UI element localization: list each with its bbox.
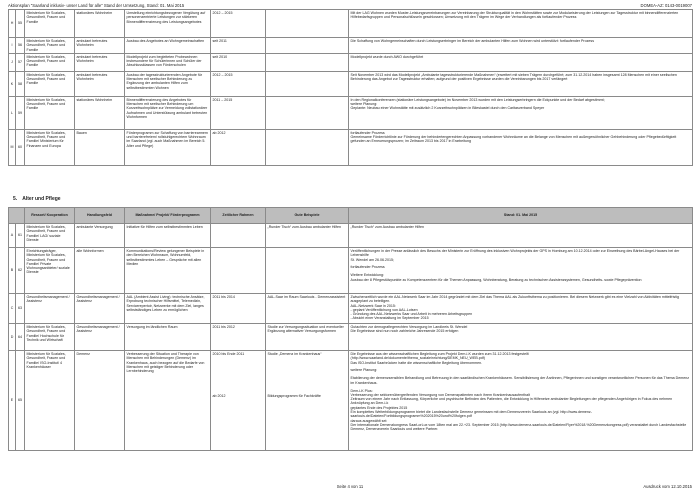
cell-measure: Kommunikations/Review gelungener Beispiele in den Bereichen Wohnraum, Wohnumfeld, selbstbestimmtes Leben – Gespräche mit allen Medien	[125, 248, 211, 294]
cell-status	[349, 324, 693, 351]
cell-status	[349, 351, 693, 451]
row-number: 61	[16, 224, 25, 248]
practice-text: Studie „Demenz im Krankenhaus“	[267, 352, 322, 356]
row-letter: K	[9, 71, 16, 96]
status-line: Die Ergebnisse aus der wissenschaftlichen Begleitung zum Projekt Dem-i-K wurden zum 31.12.2013 festgestellt	[350, 352, 529, 356]
action-table-aging-care	[8, 207, 693, 451]
row-letter: E	[9, 351, 16, 451]
practice-text: „Runder Tisch“ zum Ausbau ambulanter Hilfen	[267, 225, 342, 229]
status-line: Ein komplettes Weiterbildungsprogramm bietet die Landesfachstelle Demenz gemeinsam mit dem Demenzverein Saarlouis an (vgl. http://www.demenz-saarlouis.de/Dateien/Fortbildungsprogramm%202015%20und%20folgen.pdf	[350, 410, 592, 419]
cell-measure: AAL (Ambient Assist Living): technische Ansätze, Erprobung technischer Hilfsmittel, Telemedizin, Servicerepertoir, Netzwerke mit dem Ziel, langes selbstständiges Leben zu ermöglichen	[125, 294, 211, 324]
row-number: 59	[16, 96, 25, 129]
status-line: Anknüpfung an Dem-i-k	[350, 401, 389, 406]
cell-practice	[266, 324, 349, 351]
cell-time	[211, 96, 266, 129]
section-title-text: Alter und Pflege	[22, 196, 61, 202]
status-line: Das ISO-Institut Saarbrücken hatte die wissenschaftliche Begleitung übernommen.	[350, 360, 483, 365]
cell-status	[349, 38, 693, 54]
header-status: Stand: 01. Mai 2015	[349, 208, 693, 224]
cell-status	[349, 248, 693, 294]
row-letter: J	[9, 53, 16, 71]
status-line: (http://www.saarland.de/dokumente/thema_sozialeinrichtung/DEMK_NEU_WEB.pdf)	[350, 356, 485, 361]
status-line: Geplante: Neubau einer Wohnstätte mit zusätzlich 2 Kurzzeitwohnplätzen in Blieskastel durch den Caritasverband Speyer	[350, 106, 545, 111]
cell-ressort: Ministerium für Soziales, Gesundheit, Frauen und Familie	[25, 10, 75, 38]
cell-field: stationäres Wohnheim	[75, 96, 125, 129]
header-time: Zeitlicher Rahmen	[211, 208, 266, 224]
cell-measure: Umstellung einrichtungsbezogener Vergütung auf personenzentrierte Leistungen zur stärkeren Binnendifferenzierung des Leistungsangebotes	[125, 10, 211, 38]
cell-ressort: Ministerium für Soziales, Gesundheit, Frauen und Familie	[25, 53, 75, 71]
table-row	[9, 10, 693, 38]
status-line: - Gründung des AAL-Netzwerks Saar und Arbeit in mehreren Arbeitsgruppen	[350, 312, 473, 317]
cell-practice	[266, 38, 349, 54]
cell-field: Gesundheitsmanagement / Assistenz	[75, 294, 125, 324]
cell-field: Gesundheitsmanagement / Assistenz	[75, 324, 125, 351]
status-line: In den Regionalkonferenzen (stationäre Leistungsangebote) im November 2013 wurden mit den Leistungserbringern die Eckpunkte und der Bedarf abgestimmt;	[350, 97, 605, 102]
row-number: 62	[16, 248, 25, 294]
time-text: seit 2010	[212, 54, 228, 59]
cell-time	[211, 10, 266, 38]
cell-time	[211, 38, 266, 54]
row-number: 58	[16, 71, 25, 96]
cell-practice	[266, 71, 349, 96]
table-row	[9, 224, 693, 248]
status-line: Gutachten zur demografiegerechten Versorgung im Landkreis St. Wendel	[350, 325, 468, 329]
cell-ressort: Ministerium für Soziales, Gesundheit, Frauen und Familie/ LAG/ soziale Dienste	[25, 224, 75, 248]
header-practice: Gute Beispiele	[266, 208, 349, 224]
cell-time	[211, 71, 266, 96]
cell-measure: Versorgung im ländlichen Raum	[125, 324, 211, 351]
table-row	[9, 324, 693, 351]
cell-field: ambulant betreutes Wohnheim	[75, 71, 125, 96]
cell-time	[211, 248, 266, 294]
header-field: Handlungsfeld	[75, 208, 125, 224]
cell-time	[211, 324, 266, 351]
status-line: - Absicht einer Veranstaltung im September 2015	[350, 316, 429, 321]
cell-status	[349, 71, 693, 96]
cell-measure: Förderprogramm zur Schaffung von barrierearmem und barrierefreiem/ rollstuhlgerechtem Wohnraum im Saarland (vgl. auch Maßnahmen im Bereich 5. Alter und Pflege)	[125, 129, 211, 165]
cell-status	[349, 96, 693, 129]
cell-status	[349, 10, 693, 38]
time-text-2: ab 2012	[212, 394, 226, 399]
cell-status	[349, 129, 693, 165]
print-date: Ausdruck vom 12.10.2015	[643, 484, 692, 489]
cell-time	[211, 129, 266, 165]
cell-practice	[266, 248, 349, 294]
status-line: Zeitraum von einem Jahr nach Entlassung, Körperliche und psychische Befinden des Patienten, die Entwicklung in Hilfenetze ambulanter Begleitungen der pflegenden Angehörigen in Fokus des nehmen	[350, 397, 673, 402]
cell-time	[211, 351, 266, 451]
status-line: geplantes Ende des Projektes 2015	[350, 405, 408, 410]
cell-time	[211, 224, 266, 248]
cell-field: ambulant betreutes Wohnheim	[75, 53, 125, 71]
header-measure: Maßnahme/ Projekt/ Förderprogramm	[125, 208, 211, 224]
practice-text-2: Bildungsprogramm für Fachkräfte	[267, 394, 321, 399]
section-heading	[13, 196, 61, 202]
cell-ressort: Einrichtungsträger, Ministerium für Soziales, Gesundheit, Frauen und Familie/ Private Wohnungsanbieter/ soziale Dienste	[25, 248, 75, 294]
status-line: fortlaufender Prozess	[350, 265, 385, 270]
status-line: weitere Planung:	[350, 102, 378, 107]
status-line: Der internationale Demenzkongress SaarLorLux vom 18ten mal am 22.+23. September 2015 (http://www.demenz-saarlouis.de/Dateien/Flyer%2018.%20Demenzkongress.pdf) veranstaltet durch Landesfachstelle Demenz, Demenzverein Saarlouis und weitere Partner.	[350, 422, 687, 432]
row-letter: L	[9, 96, 16, 129]
cell-practice	[266, 129, 349, 165]
time-text: seit 2011	[212, 39, 227, 43]
cell-status	[349, 224, 693, 248]
status-text: Mit der LAG Wohnen wurden Muster-Leistungsvereinbarungen zur Vereinbarung der Strukturqualität in den Wohnstätten sowie zur Modularisierung der Leistungen zur Tagesstruktur mit binnendifferenzierten Hilfebedarfsgruppen und Personalschlüsseln geschlossen; Umsetzung mit den Trägern im Wege der Verhandlungen als fortlaufender Prozess	[350, 11, 679, 20]
status-line: Dem-i-K Plus:	[350, 388, 373, 393]
cell-time	[211, 53, 266, 71]
table-row	[9, 248, 693, 294]
cell-field: alle Wohnformen	[75, 248, 125, 294]
header-ressort: Ressort/ Kooperation	[25, 208, 75, 224]
row-letter: B	[9, 248, 16, 294]
table-row	[9, 351, 693, 451]
status-line: Weitere Entwicklung:	[350, 273, 384, 278]
table-row	[9, 53, 693, 71]
status-line: - geplant Veröffentlichung von AAL-Lotsen	[350, 307, 418, 312]
status-text: Die Schaffung von Wohngemeinschaften durch Leistungserbringer im Bereich der ambulanten Hilfen zum Wohnen wird unterstützt: fortlaufender Prozess	[350, 39, 595, 43]
cell-measure: Ausbau der tagesstrukturierenden Angebote für Menschen mit seelischer Behinderung zu Ergänzung der ambulanten Hilfen zum selbstbestimmten Wohnen	[125, 71, 211, 96]
row-letter: H	[9, 10, 16, 38]
time-text: 2010 bis Ende 2011	[212, 352, 245, 356]
row-letter: A	[9, 224, 16, 248]
row-number: 65	[16, 351, 25, 451]
cell-ressort: Ministerium für Soziales, Gesundheit, Frauen und Familie	[25, 71, 75, 96]
cell-practice	[266, 351, 349, 451]
page-header-title: Aktionsplan "Saarland inklusiv- unser Land für alle" Stand der Umsetzung, Stand: 01. Mai 2015	[8, 3, 185, 8]
cell-field: ambulante Versorgung	[75, 224, 125, 248]
practice-text: Studie zur Versorgungssituation und eventueller Ergänzung alternativer Versorgungsformen	[267, 325, 344, 334]
row-letter: I	[9, 38, 16, 54]
row-letter: M	[9, 129, 16, 165]
status-line: weitere Planung:	[350, 368, 378, 373]
cell-practice	[266, 10, 349, 38]
status-line: Zwischenzeitlich wurde ein AAL-Netzwerk Saar im Jahr 2014 gegründet mit dem Ziel das Thema AAL als Zukunftsthema zu positionieren. Bei diesem Netzwerk gibt es eine Vielzahl von Aktivitäten mittelfristig ausgeplant zu beteiligen.	[350, 295, 680, 304]
row-number: 63	[16, 294, 25, 324]
cell-practice	[266, 53, 349, 71]
table-row	[9, 71, 693, 96]
cell-ressort: Ministerium für Soziales, Gesundheit, Frauen und Familie	[25, 38, 75, 54]
status-text: Modellprojekt wurde durch AWO durchgeführt	[350, 54, 424, 59]
row-number: 55	[16, 10, 25, 38]
section-number: 5.	[13, 196, 18, 202]
cell-measure: Modellprojekt zum begleiteten Probewohnen insbesondere für Schülerinnen und Schüler der Abschlussklassen von Förderschulen	[125, 53, 211, 71]
header-blank	[9, 208, 25, 224]
cell-field: Bauen	[75, 129, 125, 165]
status-line: daraus ausgewählt sei:	[350, 418, 388, 423]
page-header-reference: DOMEA-AZ: 0143-0019007	[640, 3, 692, 8]
cell-ressort: Gesundheitsmanagement / Assistenz	[25, 294, 75, 324]
cell-time	[211, 294, 266, 324]
status-line: fortlaufender Prozess	[350, 130, 385, 135]
practice-text: AAL-Saar im Raum Saarlouis - Demenzassistent	[267, 295, 346, 299]
cell-field: Demenz	[75, 351, 125, 451]
cell-status	[349, 53, 693, 71]
cell-ressort: Ministerium für Soziales, Gesundheit, Frauen und Familie/ Hochschule für Technik und Wirtschaft	[25, 324, 75, 351]
time-text: 2011 – 2015	[212, 97, 233, 102]
row-number: 60	[16, 129, 25, 165]
table-row	[9, 129, 693, 165]
table2-body	[9, 224, 693, 451]
time-text: 2011 bis 2012	[212, 325, 235, 329]
time-text: 2011 bis 2014	[212, 295, 235, 299]
row-number: 64	[16, 324, 25, 351]
table-row	[9, 38, 693, 54]
row-letter: C	[9, 294, 16, 324]
time-text: 2012 – 2015	[212, 11, 233, 15]
cell-measure: Verbesserung der Situation und Therapie von Menschen mit Behinderungen (Demenz) im Krankenhaus, auch bezogen auf die Bedarfe von Menschen mit geistiger Behinderung oder Lernbehinderung	[125, 351, 211, 451]
row-number: 57	[16, 53, 25, 71]
status-line: Gemeinsame Förderrichtlinie zur Förderung der behindertengerechten Anpassung vorhandener Wohnräume an die Belange von Menschen mit außergewöhnlicher Gehbehinderung oder Pflegebedürftigkeit gefunden an Erneuerungsprozen; im Zeitraum 2013 bis 2017 in Erarbeitung	[350, 135, 677, 144]
table2-header-row	[9, 208, 693, 224]
table-row	[9, 96, 693, 129]
status-text: Seit November 2013 wird das Modellprojekt „Ambulante tagesstrukturierende Maßnahmen“ (erweitert mit sieben Trägern durchgeführt; zum 31.12.2014 haben insgesamt 128 Menschen mit einer seelischen Behinderung das Angebot zur Tagesstruktur erhalten; aufgrund der positiven Ergebnisse wurden die Vereinbarungen bis 2017 verlängert	[350, 72, 677, 82]
status-line: Ausbau der 8 Pflegestützpunkte zu Kompetenzzentren für die Themen Anpassung, Wohnberatung, Beratung zu technischen Assistenzsystemen, Gesundheits- sowie Pflegeprävention	[350, 277, 642, 282]
status-line: Etablierung der demenzsensiblen Behandlung und Betreuung in den saarländischen Krankenhäusern. Sensibilisierung der Ärztinnen, Pflegerinnen und sonstigen verantwortlichen Personen für das Thema Demenz im Krankenhaus.	[350, 376, 690, 385]
cell-ressort: Ministerium für Soziales, Gesundheit, Frauen und Familie/ ISO-Institut/ 4 Krankenhäuser	[25, 351, 75, 451]
table1-body	[9, 10, 693, 166]
status-line: Die Ergebnisse sind nun noch zahlreiche Jahresende 2015 erfolgen	[350, 329, 459, 334]
cell-ressort: Ministerium für Soziales, Gesundheit, Frauen und Familie	[25, 96, 75, 129]
status-line: St. Wendel am 26.06.2015;	[350, 257, 394, 262]
status-line: AAL-Netzwerk Saar in 2015:	[350, 303, 396, 308]
cell-practice	[266, 96, 349, 129]
cell-practice	[266, 224, 349, 248]
cell-practice	[266, 294, 349, 324]
cell-measure: Ausbau des Angebotes an Wohngemeinschaften	[125, 38, 211, 54]
cell-measure: Binnendifferenzierung des Angebotes für Menschen mit seelischer Behinderung um Kurzzeitwohnplätze zur Vermeidung vollstationärer Aufnahmen und Unterstützung ambulant betreuten Wohnformen	[125, 96, 211, 129]
cell-field: stationäres Wohnheim	[75, 10, 125, 38]
page-number: Seite 4 von 11	[336, 484, 364, 489]
cell-measure: Initiative für Hilfen zum selbstbestimmten Leben	[125, 224, 211, 248]
status-line: Verbesserung der sektorenübergreifenden Versorgung von Demenzpatienten nach ihrem Krankenhausaufenthalt	[350, 392, 530, 397]
cell-ressort: Ministerium für Soziales, Gesundheit, Frauen und Familie/ Ministerium für Finanzen und Europa	[25, 129, 75, 165]
status-line: Veröffentlichungen in der Presse anlässlich des Besuchs der Ministerin zur Eröffnung des inklusiven Wohnprojekts der GPS in Homburg am 10.12.2014 oder zur Einweihung des Bärbel-Angel-Hauses bei der Lebenshilfe	[350, 249, 680, 258]
status-line: „Runder Tisch“ zum Ausbau ambulanter Hilfen	[350, 225, 425, 229]
cell-field: ambulant betreutes Wohnheim	[75, 38, 125, 54]
row-number: 56	[16, 38, 25, 54]
cell-status	[349, 294, 693, 324]
time-text: 2012 – 2015	[212, 72, 233, 77]
time-text: ab 2012	[212, 130, 226, 135]
row-letter: D	[9, 324, 16, 351]
table-row	[9, 294, 693, 324]
action-table-housing	[8, 9, 693, 166]
